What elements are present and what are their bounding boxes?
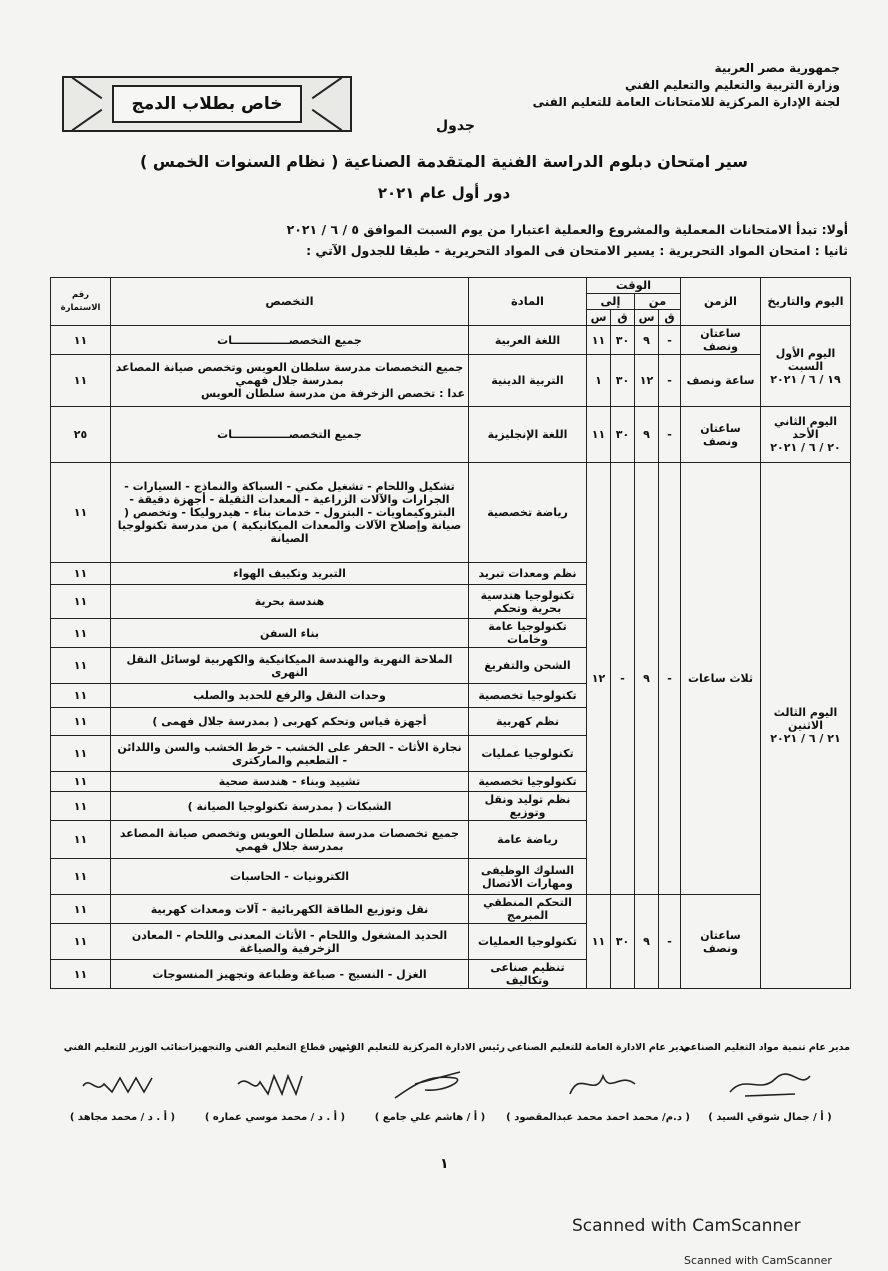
subject-cell: تكنولوجيا العمليات	[469, 924, 587, 960]
subject-cell: تكنولوجيا تخصصية	[469, 684, 587, 708]
subject-cell: التحكم المنطقي المبرمج	[469, 895, 587, 924]
form-cell: ١١	[51, 463, 111, 563]
handwritten-signature-icon	[725, 1064, 815, 1104]
form-cell: ١١	[51, 355, 111, 407]
signature-block	[681, 1042, 850, 1123]
subject-cell: نظم كهربية	[469, 708, 587, 736]
col-to-s: س	[587, 310, 611, 326]
integration-stamp	[62, 76, 352, 132]
stamp-text: خاص بطلاب الدمج	[112, 85, 302, 123]
camscanner-watermark: Scanned with CamScanner	[572, 1216, 801, 1236]
form-cell: ١١	[51, 736, 111, 772]
col-duration: الزمن	[681, 278, 761, 326]
to-q-cell: ٣٠	[611, 355, 635, 407]
to-s-cell: ١	[587, 355, 611, 407]
ministry-header	[533, 60, 840, 111]
exam-schedule-table	[50, 277, 851, 989]
form-cell: ١١	[51, 585, 111, 619]
signature-block	[506, 1042, 690, 1123]
specialty-cell: الحديد المشغول واللحام - الأثاث المعدنى واللحام - المعادن الزخرفية والصياغة	[111, 924, 469, 960]
header-line-1: جمهورية مصر العربية	[714, 61, 840, 75]
header-line-2: وزارة التربية والتعليم والتعليم الفني	[624, 78, 840, 92]
table-row	[51, 355, 851, 407]
from-s-cell: ٩	[635, 407, 659, 463]
day-name: اليوم الثاني	[774, 415, 837, 428]
subject-cell: تكنولوجيا تخصصية	[469, 772, 587, 792]
handwritten-signature-icon	[555, 1064, 645, 1104]
paragraph-first: أولا: تبدأ الامتحانات المعملية والمشروع والعملية اعتبارا من يوم السبت الموافق ٥ / ٦ / ٢٠٢١	[286, 222, 848, 237]
table-row	[51, 326, 851, 355]
subject-cell: السلوك الوظيفى ومهارات الاتصال	[469, 859, 587, 895]
signature-title: مدير عام الادارة العامة للتعليم الصناعي	[507, 1042, 690, 1053]
to-q-cell: -	[611, 463, 635, 895]
specialty-cell: أجهزة قياس وتحكم كهربى ( بمدرسة جلال فهمى )	[111, 708, 469, 736]
duration-cell: ثلاث ساعات	[681, 463, 761, 895]
handwritten-signature-icon	[78, 1064, 168, 1104]
specialty-cell: تشكيل واللحام - تشغيل مكني - السباكة والنماذج - السيارات - الجرارات والآلات الزراعية - المعدات الثقيلة - أجهزة دقيقة - البتروكيماويات - البترول - خدمات بناء - هيدروليكا - وتخصص ( صيانة وإصلاح الآلات والمعدات الميكانيكية ) من مدرسة تكنولوجيا الصيانة	[111, 463, 469, 563]
subject-cell: تنظيم صناعى وتكاليف	[469, 960, 587, 989]
from-q-cell: -	[659, 463, 681, 895]
day-weekday: الأحد	[792, 428, 819, 441]
subject-cell: التربية الدينية	[469, 355, 587, 407]
day-cell	[761, 326, 851, 407]
from-q-cell: -	[659, 355, 681, 407]
col-time: الوقت	[587, 278, 681, 294]
day-name: اليوم الأول	[775, 346, 836, 360]
table-word: جدول	[436, 118, 476, 134]
from-s-cell: ٩	[635, 895, 659, 989]
table-row	[51, 463, 851, 563]
form-cell: ١١	[51, 619, 111, 648]
col-from-s: س	[635, 310, 659, 326]
subject-cell: نظم توليد ونقل وتوزيع	[469, 792, 587, 821]
form-cell: ١١	[51, 960, 111, 989]
signature-title: نائب الوزير للتعليم الفني	[63, 1042, 182, 1053]
specialty-cell: هندسة بحرية	[111, 585, 469, 619]
subject-cell: الشحن والتفريغ	[469, 648, 587, 684]
signature-title: مدير عام تنمية مواد التعليم الصناعي	[681, 1042, 850, 1053]
form-cell: ١١	[51, 792, 111, 821]
form-cell: ١١	[51, 708, 111, 736]
paragraph-second: ثانيا : امتحان المواد التحريرية : يسير الامتحان فى المواد التحريرية - طبقا للجدول الآتي :	[306, 243, 848, 258]
col-specialty: التخصص	[111, 278, 469, 326]
subject-cell: رياضة عامة	[469, 821, 587, 859]
duration-cell: ساعة ونصف	[681, 355, 761, 407]
signature-title: رئيس الادارة المركزية للتعليم الفني	[336, 1042, 505, 1053]
specialty-main: جميع التخصصات مدرسة سلطان العويس وتخصص صيانة المصاعد بمدرسة جلال فهمي	[115, 361, 464, 387]
specialty-cell: الكترونيات - الحاسبات	[111, 859, 469, 895]
day-cell	[761, 463, 851, 989]
to-q-cell: ٣٠	[611, 895, 635, 989]
specialty-cell: نجارة الأثاث - الحفر على الخشب - خرط الخشب والسن واللدائن - التطعيم والماركترى	[111, 736, 469, 772]
form-cell: ١١	[51, 821, 111, 859]
header-row-1	[51, 278, 851, 294]
handwritten-signature-icon	[230, 1064, 320, 1104]
signature-name: ( د.م/ محمد احمد محمد عبدالمقصود )	[506, 1112, 690, 1123]
col-from: من	[635, 294, 681, 310]
col-to: إلى	[587, 294, 635, 310]
from-q-cell: -	[659, 326, 681, 355]
header-line-3: لجنة الإدارة المركزية للامتحانات العامة للتعليم الفنى	[532, 95, 840, 109]
signature-name: ( أ / هاشم علي جامع )	[374, 1112, 486, 1123]
from-s-cell: ١٢	[635, 355, 659, 407]
page-number: ١	[440, 1156, 449, 1172]
day-date: ٢١ / ٦ / ٢٠٢١	[770, 732, 841, 745]
col-from-q: ق	[659, 310, 681, 326]
handwritten-signature-icon	[385, 1064, 475, 1104]
subject-cell: رياضة تخصصية	[469, 463, 587, 563]
exam-round: دور أول عام ٢٠٢١	[377, 184, 511, 202]
specialty-cell: الملاحة النهرية والهندسة الميكانيكية والكهربية لوسائل النقل النهرى	[111, 648, 469, 684]
form-cell: ١١	[51, 684, 111, 708]
to-s-cell: ١٢	[587, 463, 611, 895]
subject-cell: اللغة الإنجليزية	[469, 407, 587, 463]
signature-name: ( أ . د / محمد مجاهد )	[69, 1112, 176, 1123]
specialty-cell: وحدات النقل والرفع للحديد والصلب	[111, 684, 469, 708]
subject-cell: اللغة العربية	[469, 326, 587, 355]
specialty-cell: التبريد وتكييف الهواء	[111, 563, 469, 585]
duration-cell: ساعتان ونصف	[681, 895, 761, 989]
specialty-cell	[111, 355, 469, 407]
form-cell: ١١	[51, 895, 111, 924]
signature-block	[179, 1042, 355, 1123]
subject-cell: تكنولوجيا عمليات	[469, 736, 587, 772]
from-s-cell: ٩	[635, 326, 659, 355]
day-cell	[761, 407, 851, 463]
specialty-note: عدا : تخصص الزخرفة من مدرسة سلطان العويس	[200, 387, 465, 400]
signature-block	[50, 1042, 195, 1123]
to-s-cell: ١١	[587, 326, 611, 355]
form-cell: ١١	[51, 772, 111, 792]
table-row	[51, 895, 851, 924]
specialty-cell: الشبكات ( بمدرسة تكنولوجيا الصيانة )	[111, 792, 469, 821]
specialty-cell: جميع التخصصـــــــــــــــات	[111, 407, 469, 463]
form-cell: ١١	[51, 326, 111, 355]
specialty-cell: تشييد وبناء - هندسة صحية	[111, 772, 469, 792]
col-to-q: ق	[611, 310, 635, 326]
day-name: اليوم الثالث	[773, 706, 838, 719]
specialty-cell: الغزل - النسيج - صباغة وطباعة وتجهيز المنسوجات	[111, 960, 469, 989]
from-q-cell: -	[659, 407, 681, 463]
col-day: اليوم والتاريخ	[761, 278, 851, 326]
form-cell: ٢٥	[51, 407, 111, 463]
subject-cell: تكنولوجيا هندسية بحرية وتحكم	[469, 585, 587, 619]
duration-cell: ساعتان ونصف	[681, 407, 761, 463]
form-cell: ١١	[51, 859, 111, 895]
page-title: سير امتحان دبلوم الدراسة الفنية المتقدمة الصناعية ( نظام السنوات الخمس )	[139, 152, 749, 171]
signature-name: ( أ / جمال شوقي السيد )	[708, 1112, 832, 1123]
from-s-cell: ٩	[635, 463, 659, 895]
signatures	[50, 1042, 850, 1132]
subject-cell: نظم ومعدات تبريد	[469, 563, 587, 585]
specialty-cell: جميع تخصصات مدرسة سلطان العويس وتخصص صيانة المصاعد بمدرسة جلال فهمي	[111, 821, 469, 859]
day-date: ٢٠ / ٦ / ٢٠٢١	[770, 441, 841, 454]
signature-name: ( أ . د / محمد موسي عماره )	[204, 1112, 346, 1123]
to-q-cell: ٣٠	[611, 326, 635, 355]
camscanner-watermark-small: Scanned with CamScanner	[684, 1254, 832, 1267]
duration-cell: ساعتان ونصف	[681, 326, 761, 355]
form-cell: ١١	[51, 648, 111, 684]
col-form-number: رقم الاستمارة	[51, 278, 111, 326]
form-cell: ١١	[51, 563, 111, 585]
col-subject: المادة	[469, 278, 587, 326]
to-s-cell: ١١	[587, 407, 611, 463]
specialty-cell: جميع التخصصـــــــــــــــات	[111, 326, 469, 355]
day-date: ١٩ / ٦ / ٢٠٢١	[770, 372, 841, 386]
form-cell: ١١	[51, 924, 111, 960]
specialty-cell: نقل وتوزيع الطاقة الكهربائية - آلات ومعدات كهربية	[111, 895, 469, 924]
to-q-cell: ٣٠	[611, 407, 635, 463]
day-weekday: الاثنين	[788, 719, 823, 732]
signature-title: رئيس قطاع التعليم الفني والتجهيزات	[179, 1042, 355, 1053]
signature-block	[336, 1042, 505, 1123]
from-q-cell: -	[659, 895, 681, 989]
subject-cell: تكنولوجيا عامة وخامات	[469, 619, 587, 648]
table-row	[51, 407, 851, 463]
to-s-cell: ١١	[587, 895, 611, 989]
specialty-cell: بناء السفن	[111, 619, 469, 648]
day-weekday: السبت	[787, 359, 824, 373]
